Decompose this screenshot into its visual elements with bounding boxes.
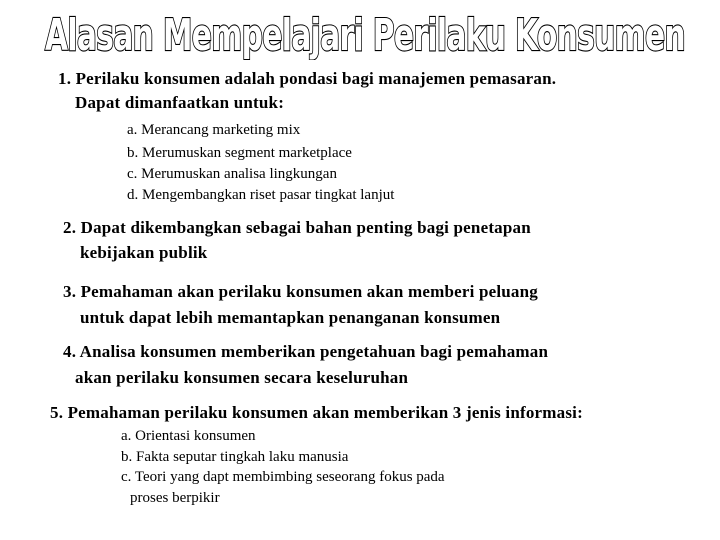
point-5-line-1: 5. Pemahaman perilaku konsumen akan memberikan 3 jenis informasi: [50,403,583,422]
point-2-line-2: kebijakan publik [80,243,208,262]
point-1-subitem-d: d. Mengembangkan riset pasar tingkat lanjut [127,187,395,203]
point-5-subitem-b: b. Fakta seputar tingkah laku manusia [121,449,349,465]
point-2-line-1: 2. Dapat dikembangkan sebagai bahan penting bagi penetapan [63,218,531,237]
point-3-line-2: untuk dapat lebih memantapkan penanganan konsumen [80,308,501,327]
point-4-line-2: akan perilaku konsumen secara keseluruhan [75,368,409,387]
point-5-subitem-c-continued: proses berpikir [130,490,220,506]
slide-title [40,4,690,60]
point-5-subitem-c: c. Teori yang dapt membimbing seseorang fokus pada [121,469,445,485]
point-1-line-1: 1. Perilaku konsumen adalah pondasi bagi manajemen pemasaran. [58,69,557,88]
point-1-subitem-c: c. Merumuskan analisa lingkungan [127,166,337,182]
point-4-line-1: 4. Analisa konsumen memberikan pengetahuan bagi pemahaman [63,342,549,361]
point-5-subitem-a: a. Orientasi konsumen [121,428,256,444]
title-graphic [40,4,690,60]
point-1-subitem-a: a. Merancang marketing mix [127,122,301,138]
title-text: Alasan Mempelajari Perilaku Konsumen [45,10,685,60]
point-1-line-2: Dapat dimanfaatkan untuk: [75,93,285,112]
point-3-line-1: 3. Pemahaman akan perilaku konsumen akan memberi peluang [63,282,538,301]
point-1-subitem-b: b. Merumuskan segment marketplace [127,145,352,161]
